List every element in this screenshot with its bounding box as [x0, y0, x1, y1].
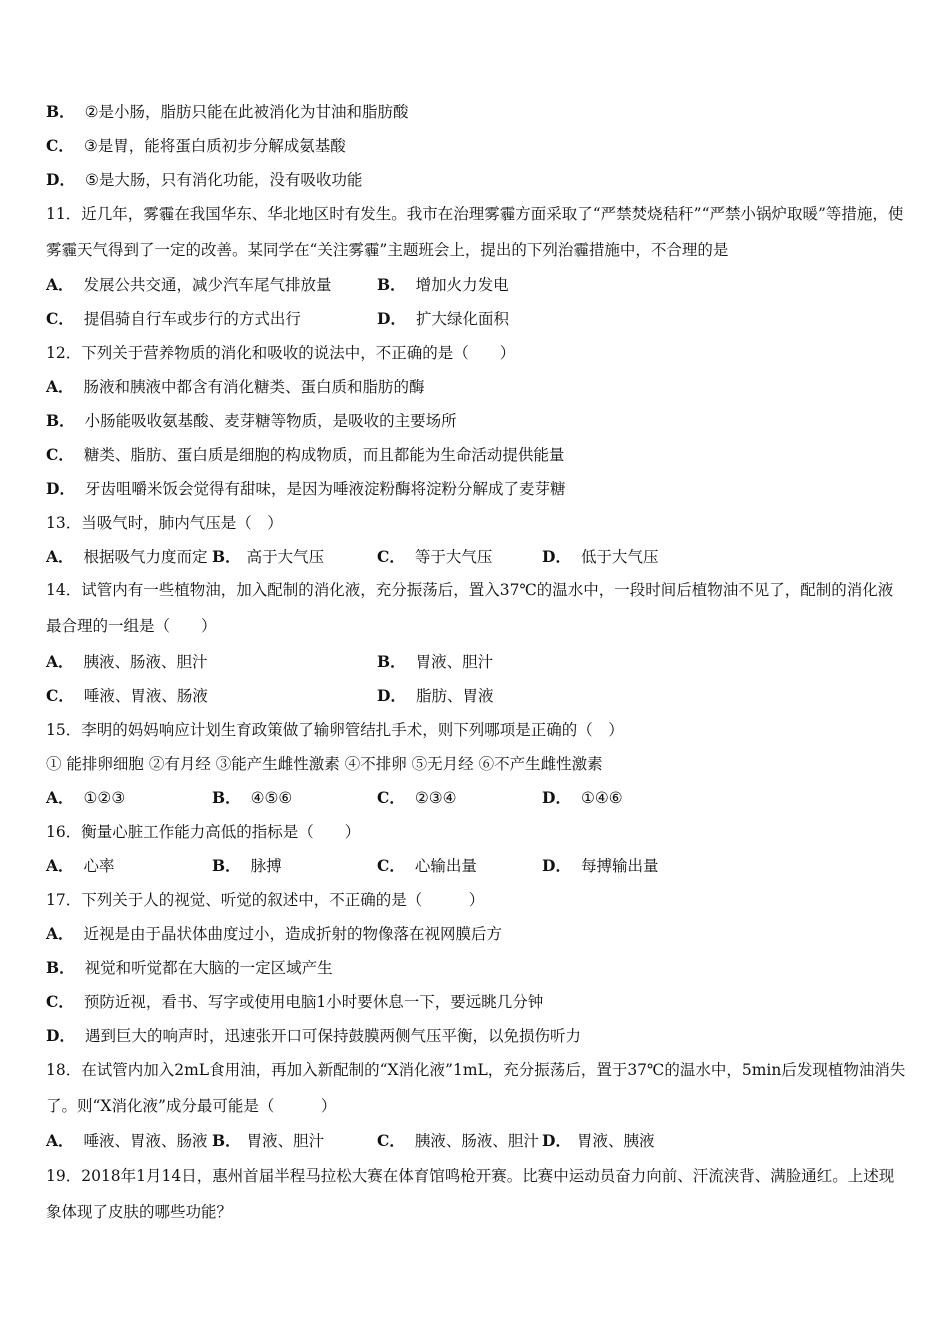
q11-option-b	[377, 275, 509, 295]
q13-option-d	[542, 547, 658, 567]
option-label: C．	[377, 856, 405, 875]
option-label: C．	[46, 686, 74, 705]
option-text: 糖类、脂肪、蛋白质是细胞的构成物质，而且都能为生命活动提供能量	[83, 446, 565, 464]
option-text: ④⑤⑥	[250, 789, 293, 807]
q13-stem: 13．当吸气时，肺内气压是（ ）	[46, 514, 283, 532]
option-label: D．	[542, 788, 571, 807]
q15-option-a	[46, 788, 125, 808]
option-label: A．	[46, 547, 74, 566]
option-label: C．	[377, 547, 405, 566]
option-label: A．	[46, 275, 74, 294]
option-text: 胃液、胰液	[576, 1132, 655, 1150]
option-label: B．	[212, 788, 241, 807]
q11-option-c	[46, 309, 301, 329]
option-text: 胰液、肠液、胆汁	[414, 1132, 539, 1150]
q11-stem: 11．近几年，雾霾在我国华东、华北地区时有发生。我市在治理雾霾方面采取了“严禁焚烧秸秆”“严禁小锅炉取暖”等措施，使雾霾天气得到了一定的改善。某同学在“关注雾霾”主题班会上，提出的下列治霾措施中，不合理的是	[46, 205, 904, 259]
q12-option-d	[46, 479, 565, 499]
option-label: D．	[377, 309, 406, 328]
option-label: C．	[46, 992, 74, 1011]
q14-option-c	[46, 686, 208, 706]
option-text: ②③④	[414, 789, 457, 807]
q10-option-b	[46, 102, 409, 122]
option-text: 增加火力发电	[415, 276, 509, 294]
option-text: 根据吸气力度而定	[83, 548, 208, 566]
option-text: 心输出量	[414, 857, 477, 875]
q11-option-a	[46, 275, 332, 295]
q15-option-b	[212, 788, 292, 808]
q12-stem: 12．下列关于营养物质的消化和吸收的说法中，不正确的是（ ）	[46, 344, 516, 362]
q14-option-a	[46, 652, 208, 672]
option-label: D．	[542, 856, 571, 875]
option-label: C．	[46, 445, 74, 464]
option-label: C．	[46, 309, 74, 328]
option-text: 胃液、胆汁	[415, 653, 494, 671]
option-label: C．	[46, 136, 74, 155]
option-label: A．	[46, 377, 74, 396]
option-text: ①④⑥	[580, 789, 623, 807]
option-text: ②是小肠，脂肪只能在此被消化为甘油和脂肪酸	[84, 103, 409, 121]
option-text: 近视是由于晶状体曲度过小，造成折射的物像落在视网膜后方	[83, 925, 503, 943]
option-label: A．	[46, 652, 74, 671]
q13-option-b	[212, 547, 324, 567]
option-label: A．	[46, 788, 74, 807]
option-text: 胃液、胆汁	[246, 1132, 325, 1150]
q13-option-a	[46, 547, 208, 567]
option-label: B．	[212, 547, 241, 566]
option-text: 提倡骑自行车或步行的方式出行	[83, 310, 301, 328]
option-text: 胰液、肠液、胆汁	[83, 653, 208, 671]
q11-option-d	[377, 309, 509, 329]
q17-option-d	[46, 1026, 581, 1046]
option-label: B．	[377, 652, 406, 671]
option-text: 高于大气压	[246, 548, 325, 566]
option-label: B．	[212, 1131, 241, 1150]
q18-option-a	[46, 1131, 208, 1151]
q17-stem: 17．下列关于人的视觉、听觉的叙述中，不正确的是（ ）	[46, 891, 485, 909]
option-text: 心率	[83, 857, 115, 875]
q10-option-d	[46, 170, 362, 190]
option-text: 牙齿咀嚼米饭会觉得有甜味，是因为唾液淀粉酶将淀粉分解成了麦芽糖	[84, 480, 566, 498]
option-label: A．	[46, 1131, 74, 1150]
q15-stem: 15．李明的妈妈响应计划生育政策做了输卵管结扎手术，则下列哪项是正确的（ ）	[46, 721, 624, 739]
q12-option-b	[46, 411, 457, 431]
q18-option-d	[542, 1131, 654, 1151]
q17-option-a	[46, 924, 502, 944]
q16-option-d	[542, 856, 658, 876]
q16-option-a	[46, 856, 115, 876]
option-label: A．	[46, 856, 74, 875]
option-text: ①②③	[83, 789, 126, 807]
option-label: D．	[46, 170, 75, 189]
option-text: 唾液、胃液、肠液	[83, 1132, 208, 1150]
q17-option-b	[46, 958, 333, 978]
q19-stem: 19．2018年1月14日，惠州首届半程马拉松大赛在体育馆鸣枪开赛。比赛中运动员奋力向前、汗流浃背、满脸通红。上述现象体现了皮肤的哪些功能？	[46, 1167, 895, 1221]
option-label: C．	[377, 788, 405, 807]
q15-option-d	[542, 788, 623, 808]
q18-option-b	[212, 1131, 324, 1151]
q16-option-b	[212, 856, 282, 876]
option-label: D．	[542, 547, 571, 566]
q14-stem: 14．试管内有一些植物油，加入配制的消化液，充分振荡后，置入37℃的温水中，一段时间后植物油不见了，配制的消化液最合理的一组是（ ）	[46, 581, 894, 635]
q17-option-c	[46, 992, 543, 1012]
option-text: 低于大气压	[580, 548, 659, 566]
option-text: 脉搏	[250, 857, 282, 875]
option-text: 每搏输出量	[580, 857, 659, 875]
option-text: 预防近视，看书、写字或使用电脑1小时要休息一下，要远眺几分钟	[83, 993, 544, 1011]
q14-option-d	[377, 686, 493, 706]
q12-option-c	[46, 445, 564, 465]
option-text: 遇到巨大的响声时，迅速张开口可保持鼓膜两侧气压平衡，以免损伤听力	[84, 1027, 581, 1045]
q13-option-c	[377, 547, 492, 567]
q14-option-b	[377, 652, 493, 672]
option-text: 肠液和胰液中都含有消化糖类、蛋白质和脂肪的酶	[83, 378, 425, 396]
option-text: ⑤是大肠，只有消化功能，没有吸收功能	[84, 171, 363, 189]
q16-option-c	[377, 856, 477, 876]
option-label: B．	[46, 958, 75, 977]
option-text: 等于大气压	[414, 548, 493, 566]
q18-option-c	[377, 1131, 539, 1151]
option-label: D．	[46, 479, 75, 498]
option-text: 扩大绿化面积	[415, 310, 509, 328]
option-label: B．	[377, 275, 406, 294]
option-label: A．	[46, 924, 74, 943]
option-label: D．	[542, 1131, 571, 1150]
q16-stem: 16．衡量心脏工作能力高低的指标是（ ）	[46, 823, 361, 841]
option-text: 脂肪、胃液	[415, 687, 494, 705]
option-label: C．	[377, 1131, 405, 1150]
option-text: 小肠能吸收氨基酸、麦芽糖等物质，是吸收的主要场所	[84, 412, 457, 430]
q12-option-a	[46, 377, 425, 397]
q10-option-c	[46, 136, 346, 156]
q15-items: ① 能排卵细胞 ②有月经 ③能产生雌性激素 ④不排卵 ⑤无月经 ⑥不产生雌性激素	[46, 755, 603, 773]
option-label: B．	[46, 411, 75, 430]
option-label: D．	[377, 686, 406, 705]
option-label: B．	[46, 102, 75, 121]
q15-option-c	[377, 788, 457, 808]
q18-stem: 18．在试管内加入2mL食用油，再加入新配制的“X消化液”1mL，充分振荡后，置于37℃的温水中，5min后发现植物油消失了。则“X消化液”成分最可能是（ ）	[46, 1061, 906, 1115]
option-text: 发展公共交通，减少汽车尾气排放量	[83, 276, 332, 294]
option-label: B．	[212, 856, 241, 875]
option-text: 视觉和听觉都在大脑的一定区域产生	[84, 959, 333, 977]
option-label: D．	[46, 1026, 75, 1045]
option-text: 唾液、胃液、肠液	[83, 687, 208, 705]
option-text: ③是胃，能将蛋白质初步分解成氨基酸	[83, 137, 346, 155]
